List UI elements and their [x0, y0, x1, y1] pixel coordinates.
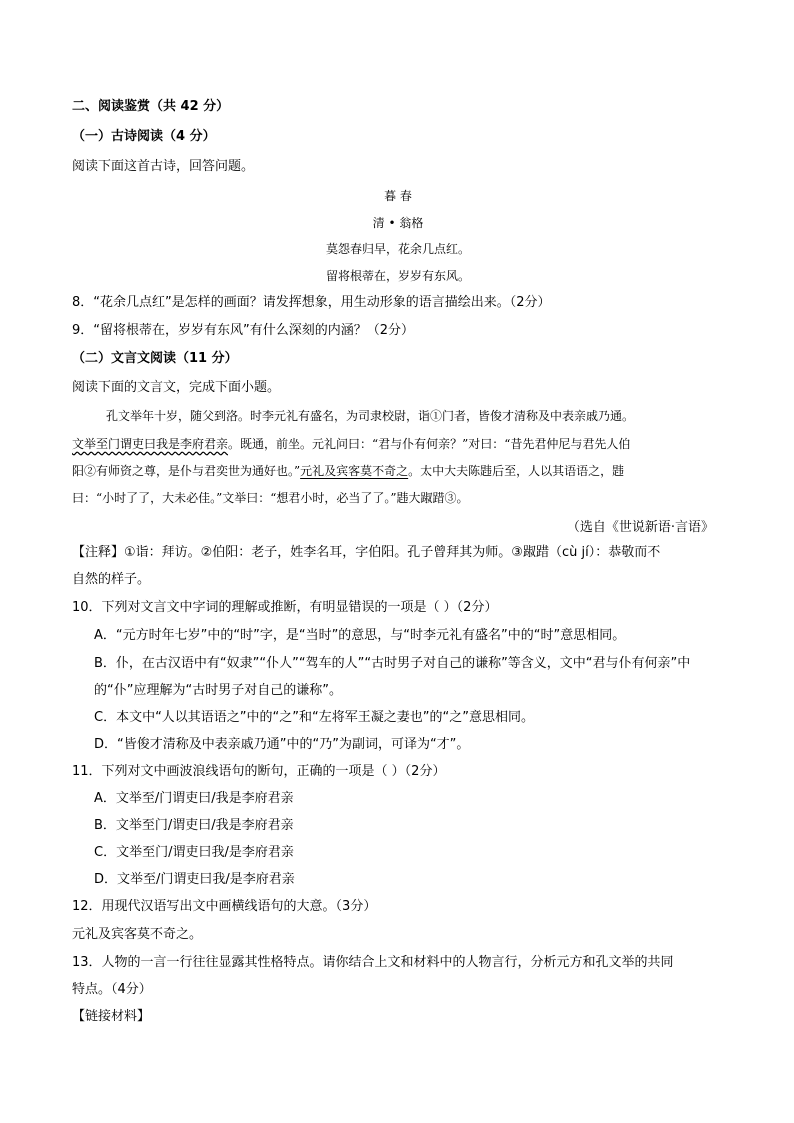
section-title: 二、阅读鉴赏（共 42 分） [72, 99, 230, 114]
q10-option-b-line-1: B．仆，在古汉语中有“奴隶”“仆人”“驾车的人”“古时男子对自己的谦称”等含义，文中“君与仆有何亲”中 [94, 656, 691, 671]
q10-option-d: D．“皆俊才清称及中表亲戚乃通”中的“乃”为副词，可译为“才”。 [94, 737, 470, 752]
passage-line-3-a: 阳②有师资之尊，是仆与君奕世为通好也。” [72, 464, 301, 478]
notes-line-1: 【注释】①诣：拜访。②伯阳：老子，姓李名耳，字伯阳。孔子曾拜其为师。③踧踖（cù jí）：恭敬而不 [72, 545, 661, 560]
q11-option-a: A．文举至/门谓吏曰/我是李府君亲 [94, 791, 294, 806]
q10-option-c: C．本文中“人以其语语之”中的“之”和“左将军王凝之妻也”的“之”意思相同。 [94, 710, 534, 725]
question-9: 9．“留将根蒂在，岁岁有东风”有什么深刻的内涵？（2分） [72, 323, 415, 338]
q12-sentence: 元礼及宾客莫不奇之。 [72, 927, 203, 942]
q11-option-c: C．文举至门/谓吏曰我/是李府君亲 [94, 845, 294, 860]
part1-title: （一）古诗阅读（4 分） [72, 129, 216, 144]
wavy-underlined-sentence: 文举至门谓吏曰我是李府君亲 [72, 437, 229, 451]
passage-source: （选自《世说新语·言语》 [566, 520, 714, 535]
passage-line-3-b: 。太中大夫陈韪后至，人以其语语之，韪 [408, 464, 625, 478]
question-10: 10．下列对文言文中字词的理解或推断，有明显错误的一项是（ ）（2分） [72, 600, 498, 615]
question-12: 12．用现代汉语写出文中画横线语句的大意。（3分） [72, 899, 377, 914]
part2-title: （二）文言文阅读（11 分） [72, 351, 238, 366]
poem-line-1: 莫怨春归早，花余几点红。 [325, 242, 470, 256]
passage-line-2 [72, 435, 630, 453]
link-material-label: 【链接材料】 [72, 1009, 151, 1024]
poem-line-2: 留将根蒂在，岁岁有东风。 [325, 269, 470, 283]
underlined-sentence: 元礼及宾客莫不奇之 [300, 464, 409, 478]
question-13-line-1: 13．人物的一言一行往往显露其性格特点。请你结合上文和材料中的人物言行，分析元方和孔文举的共同 [72, 955, 674, 970]
question-8: 8．“花余几点红”是怎样的画面？请发挥想象，用生动形象的语言描绘出来。（2分） [72, 295, 551, 310]
notes-line-2: 自然的样子。 [72, 572, 151, 587]
passage-line-2-rest: 。既通，前坐。元礼问曰：“君与仆有何亲？”对曰：“昔先君仲尼与君先人伯 [228, 437, 631, 451]
q11-option-b: B．文举至门/谓吏曰/我是李府君亲 [94, 818, 294, 833]
part1-intro: 阅读下面这首古诗，回答问题。 [72, 159, 255, 174]
question-11: 11．下列对文中画波浪线语句的断句，正确的一项是（ ）（2分） [72, 764, 446, 779]
passage-line-4: 曰：“小时了了，大未必佳。”文举曰：“想君小时，必当了了。”韪大踧踖③。 [72, 491, 469, 505]
passage-line-3 [72, 462, 624, 480]
q10-option-a: A．“元方时年七岁”中的“时”字，是“当时”的意思，与“时李元礼有盛名”中的“时”意思相同。 [94, 628, 626, 643]
q10-option-b-line-2: 的“仆”应理解为“古时男子对自己的谦称”。 [94, 683, 342, 698]
poem-author: 清 • 翁格 [372, 216, 424, 230]
part2-intro: 阅读下面的文言文，完成下面小题。 [72, 380, 281, 395]
q11-option-d: D．文举至/门谓吏曰我/是李府君亲 [94, 872, 295, 887]
poem-title: 暮 春 [384, 189, 412, 203]
question-13-line-2: 特点。（4分） [72, 982, 152, 997]
passage-line-1: 孔文举年十岁，随父到洛。时李元礼有盛名，为司隶校尉，诣①门者，皆俊才清称及中表亲戚乃通。 [106, 409, 635, 423]
